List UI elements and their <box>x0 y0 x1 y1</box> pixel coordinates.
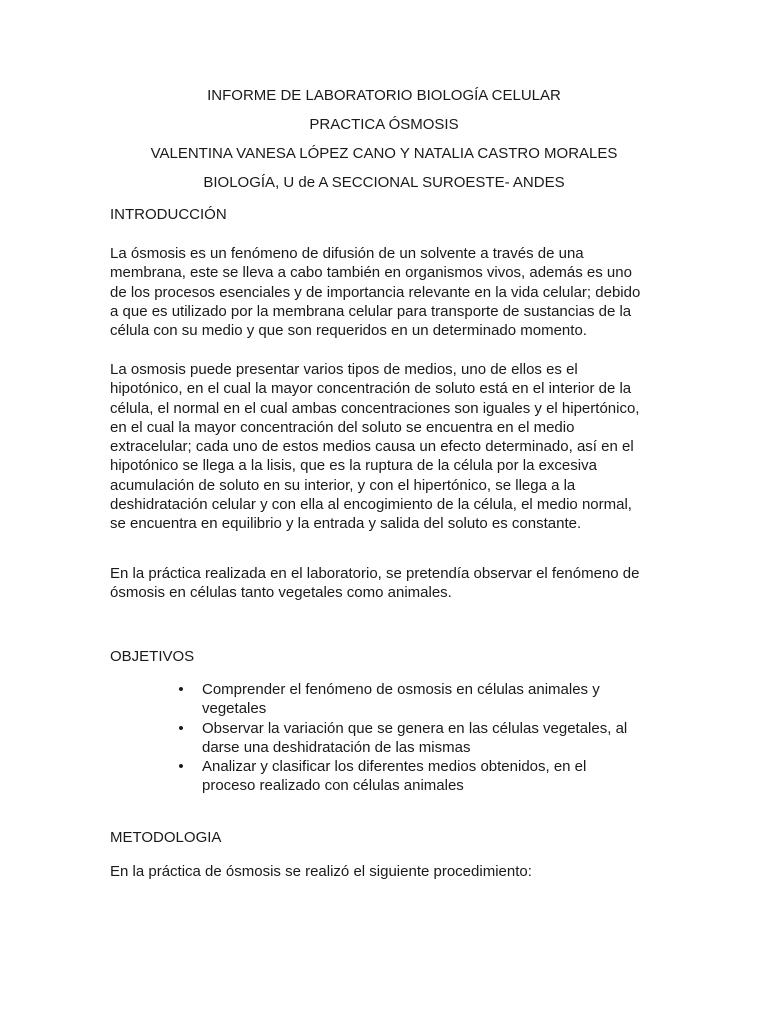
intro-paragraph-3: En la práctica realizada en el laboratorio, se pretendía observar el fenómeno de ósmosis en células tanto vegetales como animales. <box>110 565 640 602</box>
list-item: • Analizar y clasificar los diferentes medios obtenidos, en el proceso realizado con células animales <box>176 757 656 796</box>
report-affiliation: BIOLOGÍA, U de A SECCIONAL SUROESTE- ANDES <box>203 174 565 191</box>
objectives-list <box>176 680 656 796</box>
bullet-icon: • <box>178 758 184 776</box>
section-heading-metodologia: METODOLOGIA <box>110 829 222 846</box>
list-item: • Comprender el fenómeno de osmosis en células animales y vegetales <box>176 680 656 719</box>
metodologia-text: En la práctica de ósmosis se realizó el siguiente procedimiento: <box>110 863 532 880</box>
report-header <box>0 86 768 202</box>
section-heading-introduccion: INTRODUCCIÓN <box>110 206 227 223</box>
intro-paragraph-2: La osmosis puede presentar varios tipos de medios, uno de ellos es el hipotónico, en el cual la mayor concentración de soluto está en el interior de la célula, el normal en el cual ambas concentraciones son iguales y el hipertónico, en el cual la mayor concentración del soluto se encuentra en el medio extracelular; cada uno de estos medios causa un efecto determinado, así en el hipotónico se llega a la lisis, que es la ruptura de la célula por la excesiva acumulación de soluto en su interior, y con el hipertónico, se llega a la deshidratación celular y con ella al encogimiento de la célula, el medio normal, se encuentra en equilibrio y la entrada y salida del soluto es constante. <box>110 361 640 533</box>
report-subtitle: PRACTICA ÓSMOSIS <box>309 116 459 133</box>
list-item: • Observar la variación que se genera en las células vegetales, al darse una deshidratación de las mismas <box>176 719 656 758</box>
report-title: INFORME DE LABORATORIO BIOLOGÍA CELULAR <box>207 87 561 104</box>
intro-paragraph-1: La ósmosis es un fenómeno de difusión de un solvente a través de una membrana, este se lleva a cabo también en organismos vivos, además es uno de los procesos esenciales y de importancia relevante en la vida celular; debido a que es utilizado por la membrana celular para transporte de sustancias de la célula con su medio y que son requeridos en un determinado momento. <box>110 245 641 340</box>
report-authors: VALENTINA VANESA LÓPEZ CANO Y NATALIA CASTRO MORALES <box>150 145 618 162</box>
bullet-icon: • <box>178 681 184 698</box>
bullet-icon: • <box>178 719 184 737</box>
section-heading-objetivos: OBJETIVOS <box>110 648 195 665</box>
